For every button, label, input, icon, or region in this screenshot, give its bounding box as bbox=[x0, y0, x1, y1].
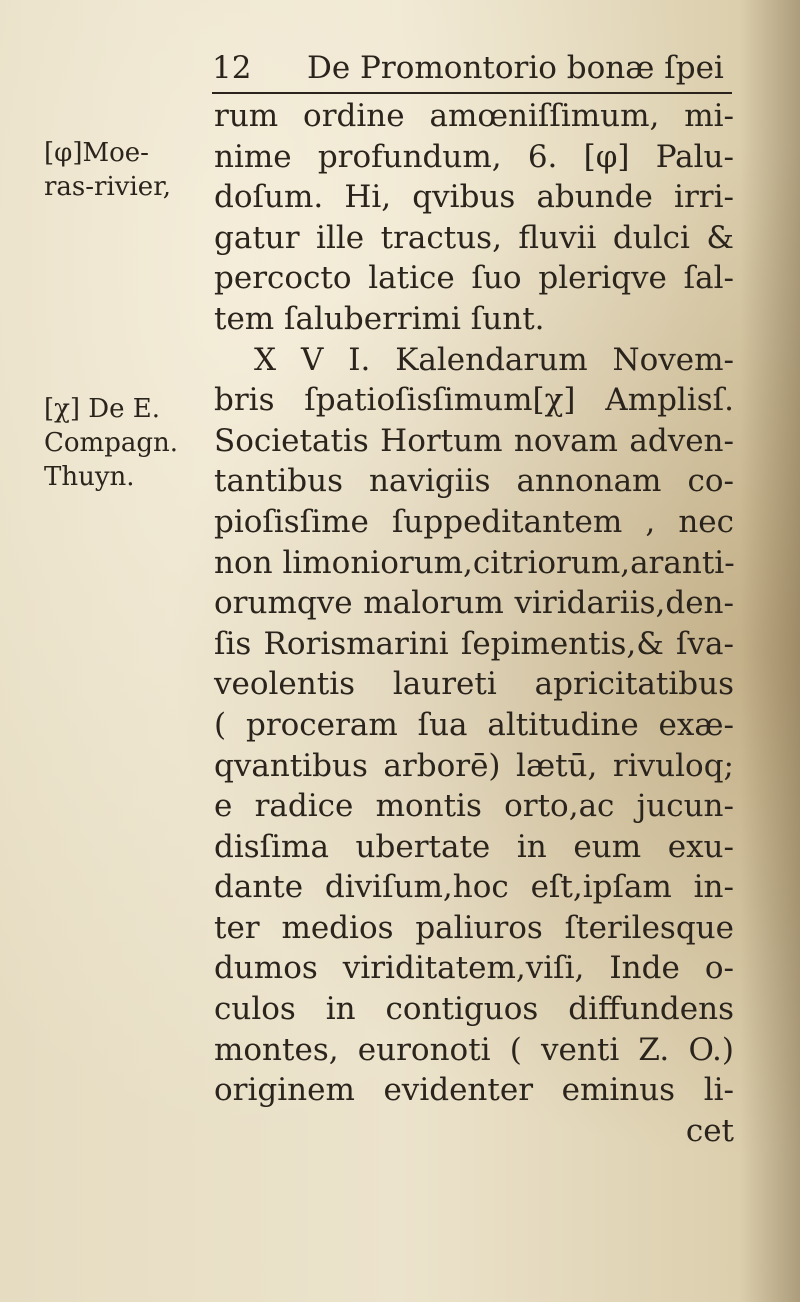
margin-note-line: Compagn. bbox=[44, 428, 178, 458]
body-text bbox=[214, 96, 734, 1151]
text-line: e radice montis orto,ac jucun- bbox=[214, 788, 734, 825]
margin-note-line: Thuyn. bbox=[44, 462, 135, 492]
text-line: veolentis laureti apricitatibus bbox=[214, 666, 734, 703]
margin-note-line: [φ]Moe- bbox=[44, 138, 149, 168]
text-line: orumqve malorum viridariis,den- bbox=[214, 585, 734, 622]
text-line: dumos viriditatem,viſi, Inde o- bbox=[214, 950, 734, 987]
text-line: nime profundum, 6. [φ] Palu- bbox=[214, 138, 734, 175]
text-line: ſis Rorismarini ſepimentis,& ſva- bbox=[214, 625, 734, 662]
text-line: ( proceram ſua altitudine exæ- bbox=[214, 706, 734, 743]
text-line: ter medios paliuros ſterilesque bbox=[214, 909, 734, 946]
text-line: non limoniorum,citriorum,aranti- bbox=[214, 544, 735, 581]
text-line: doſum. Hi, qvibus abunde irri- bbox=[214, 179, 734, 216]
text-line: tantibus navigiis annonam co- bbox=[214, 463, 734, 500]
text-line: bris ſpatioſisſimum[χ] Amplisſ. bbox=[214, 382, 734, 419]
page-number: 12 bbox=[212, 50, 252, 86]
header-rule bbox=[212, 92, 732, 94]
text-line: tem ſaluberrimi ſunt. bbox=[214, 300, 545, 337]
text-line: dante diviſum,hoc eſt,ipſam in- bbox=[214, 869, 734, 906]
page-header bbox=[212, 50, 732, 90]
margin-note-line: ras-rivier, bbox=[44, 172, 172, 202]
text-line: rum ordine amœniſſimum, mi- bbox=[214, 98, 734, 134]
text-line: X V I. Kalendarum Novem- bbox=[254, 341, 734, 378]
catchword: cet bbox=[685, 1112, 734, 1149]
text-line: pioſisſime ſuppeditantem , nec bbox=[214, 503, 734, 540]
text-line: gatur ille tractus, fluvii dulci & bbox=[214, 219, 734, 256]
margin-note bbox=[44, 136, 204, 204]
running-title: De Promontorio bonæ ſpei bbox=[307, 50, 724, 86]
page-edge-shadow bbox=[740, 0, 800, 1302]
text-line: disſima ubertate in eum exu- bbox=[214, 828, 734, 865]
text-line: culos in contiguos diffundens bbox=[214, 991, 734, 1028]
margin-note bbox=[44, 392, 204, 494]
text-line: qvantibus arborē) lætū, rivuloq; bbox=[214, 747, 734, 784]
text-line: Societatis Hortum novam adven- bbox=[214, 422, 734, 459]
text-line: percocto latice ſuo pleriqve ſal- bbox=[214, 260, 734, 297]
text-line: montes, euronoti ( venti Z. O.) bbox=[214, 1031, 734, 1068]
margin-note-line: [χ] De E. bbox=[44, 394, 161, 424]
text-line: originem evidenter eminus li- bbox=[214, 1072, 734, 1109]
